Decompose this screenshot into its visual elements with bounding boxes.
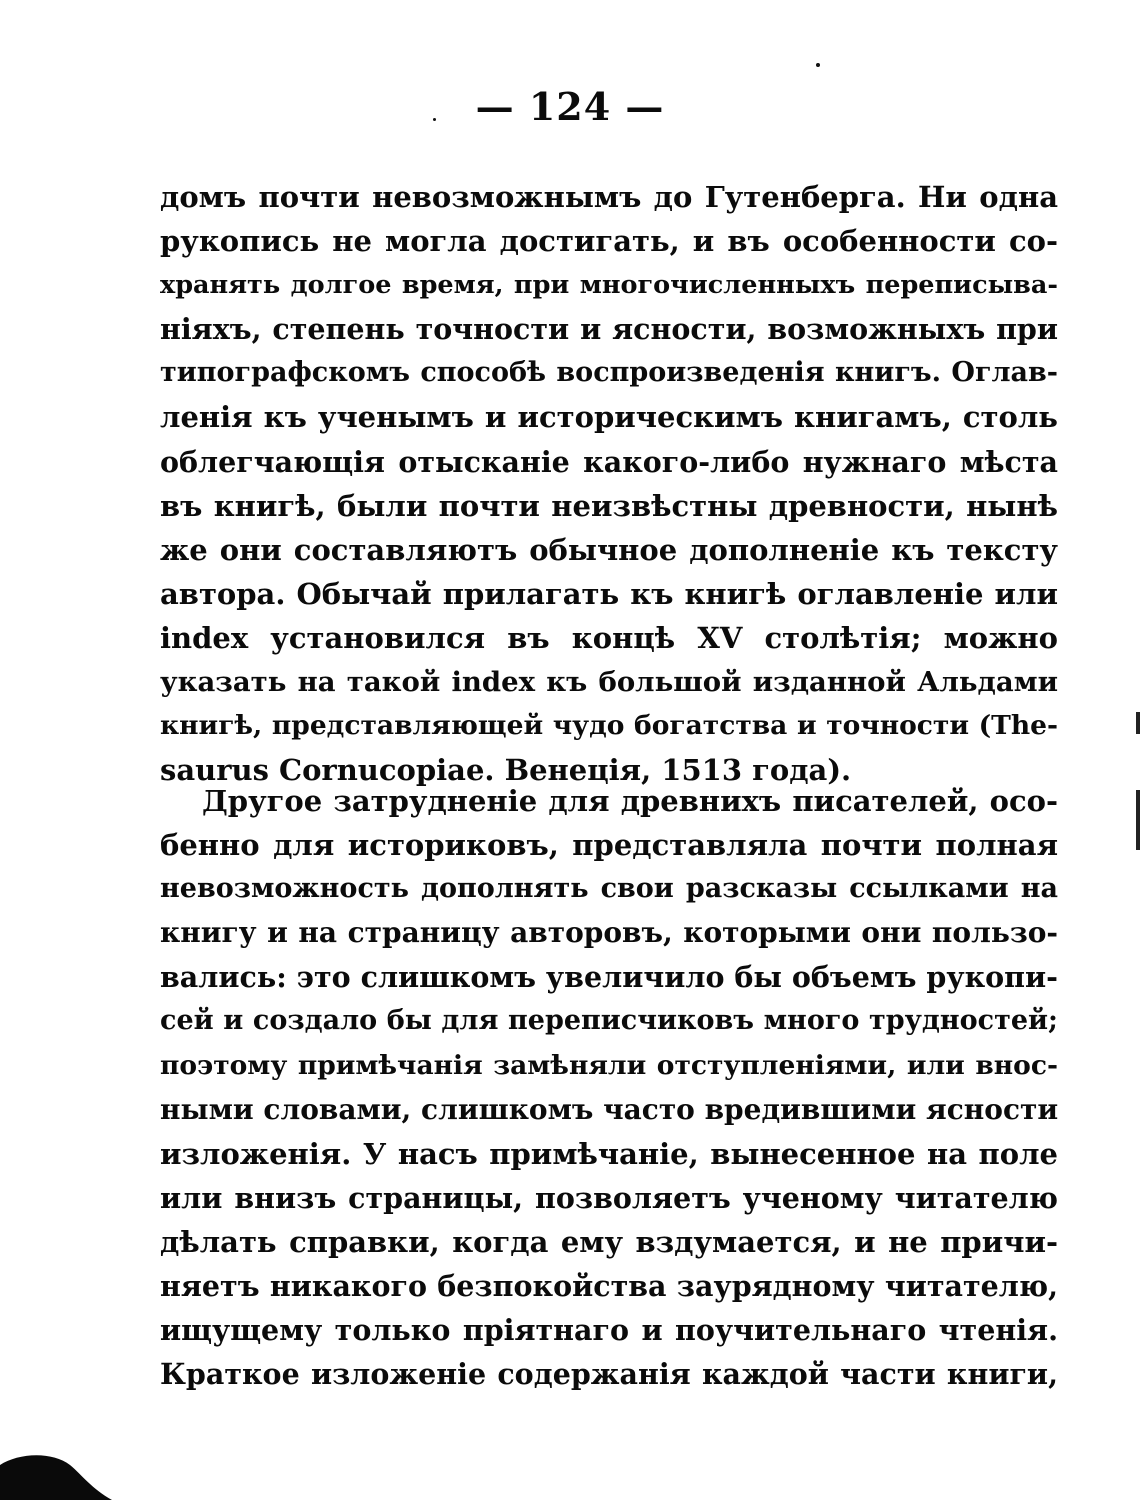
text-line: домъ почти невозможнымъ до Гутенберга. Ни одна (160, 180, 1058, 214)
text-line: автора. Обычай прилагать къ книгѣ оглавленіе или (160, 576, 1058, 611)
text-line: облегчающія отысканіе какого-либо нужнаго мѣста (160, 444, 1058, 479)
dust-speck (433, 118, 436, 121)
text-line: невозможность дополнять свои разсказы ссылками на (160, 873, 1058, 905)
text-line: няетъ никакого безпокойства заурядному читателю, (160, 1269, 1058, 1304)
text-line: изложенія. У насъ примѣчаніе, вынесенное на поле (160, 1136, 1058, 1171)
text-line: бенно для историковъ, представляла почти полная (160, 828, 1058, 863)
text-line: saurus Cornucopiae. Венеція, 1513 года). (160, 753, 852, 788)
text-line: index установился въ концѣ XV столѣтія; можно (160, 620, 1058, 655)
text-line: ными словами, слишкомъ часто вредившими ясности (160, 1092, 1058, 1126)
text-line: дѣлать справки, когда ему вздумается, и не причи- (160, 1224, 1058, 1259)
text-line: ніяхъ, степень точности и ясности, возможныхъ при (160, 312, 1058, 347)
text-line: сей и создало бы для переписчиковъ много трудностей; (160, 1005, 1058, 1037)
text-line: хранять долгое время, при многочисленныхъ переписыва- (160, 270, 1058, 301)
text-line: Краткое изложеніе содержанія каждой части книги, (160, 1357, 1058, 1392)
text-line: поэтому примѣчанія замѣняли отступленіями, или внос- (160, 1049, 1058, 1081)
text-line: ленія къ ученымъ и историческимъ книгамъ, столь (160, 400, 1058, 435)
dust-speck (816, 63, 820, 67)
scan-edge-mark (1136, 712, 1140, 734)
text-line: или внизъ страницы, позволяетъ ученому читателю (160, 1180, 1058, 1215)
page-number: — 124 — (475, 84, 665, 129)
text-line: типографскомъ способѣ воспроизведенія книгъ. Оглав- (160, 357, 1058, 389)
text-line: же они составляютъ обычное дополненіе къ тексту (160, 532, 1058, 567)
ink-blot (0, 1443, 112, 1500)
text-line: въ книгѣ, были почти неизвѣстны древности, нынѣ (160, 488, 1058, 523)
text-line: ищущему только пріятнаго и поучительнаго чтенія. (160, 1313, 1058, 1348)
text-line: Другое затрудненіе для древнихъ писателей, осо- (202, 784, 1058, 818)
text-line: указать на такой index къ большой изданной Альдами (160, 666, 1058, 699)
text-line: книгу и на страницу авторовъ, которыми они пользо- (160, 916, 1058, 950)
paragraph-2 (160, 779, 1058, 1396)
scan-edge-mark (1136, 790, 1140, 850)
text-line: вались: это слишкомъ увеличило бы объемъ рукопи- (160, 960, 1058, 995)
text-line: рукопись не могла достигать, и въ особенности со- (160, 224, 1058, 259)
paragraph-1 (160, 175, 1058, 792)
text-line: книгѣ, представляющей чудо богатства и точности (The- (160, 710, 1058, 742)
